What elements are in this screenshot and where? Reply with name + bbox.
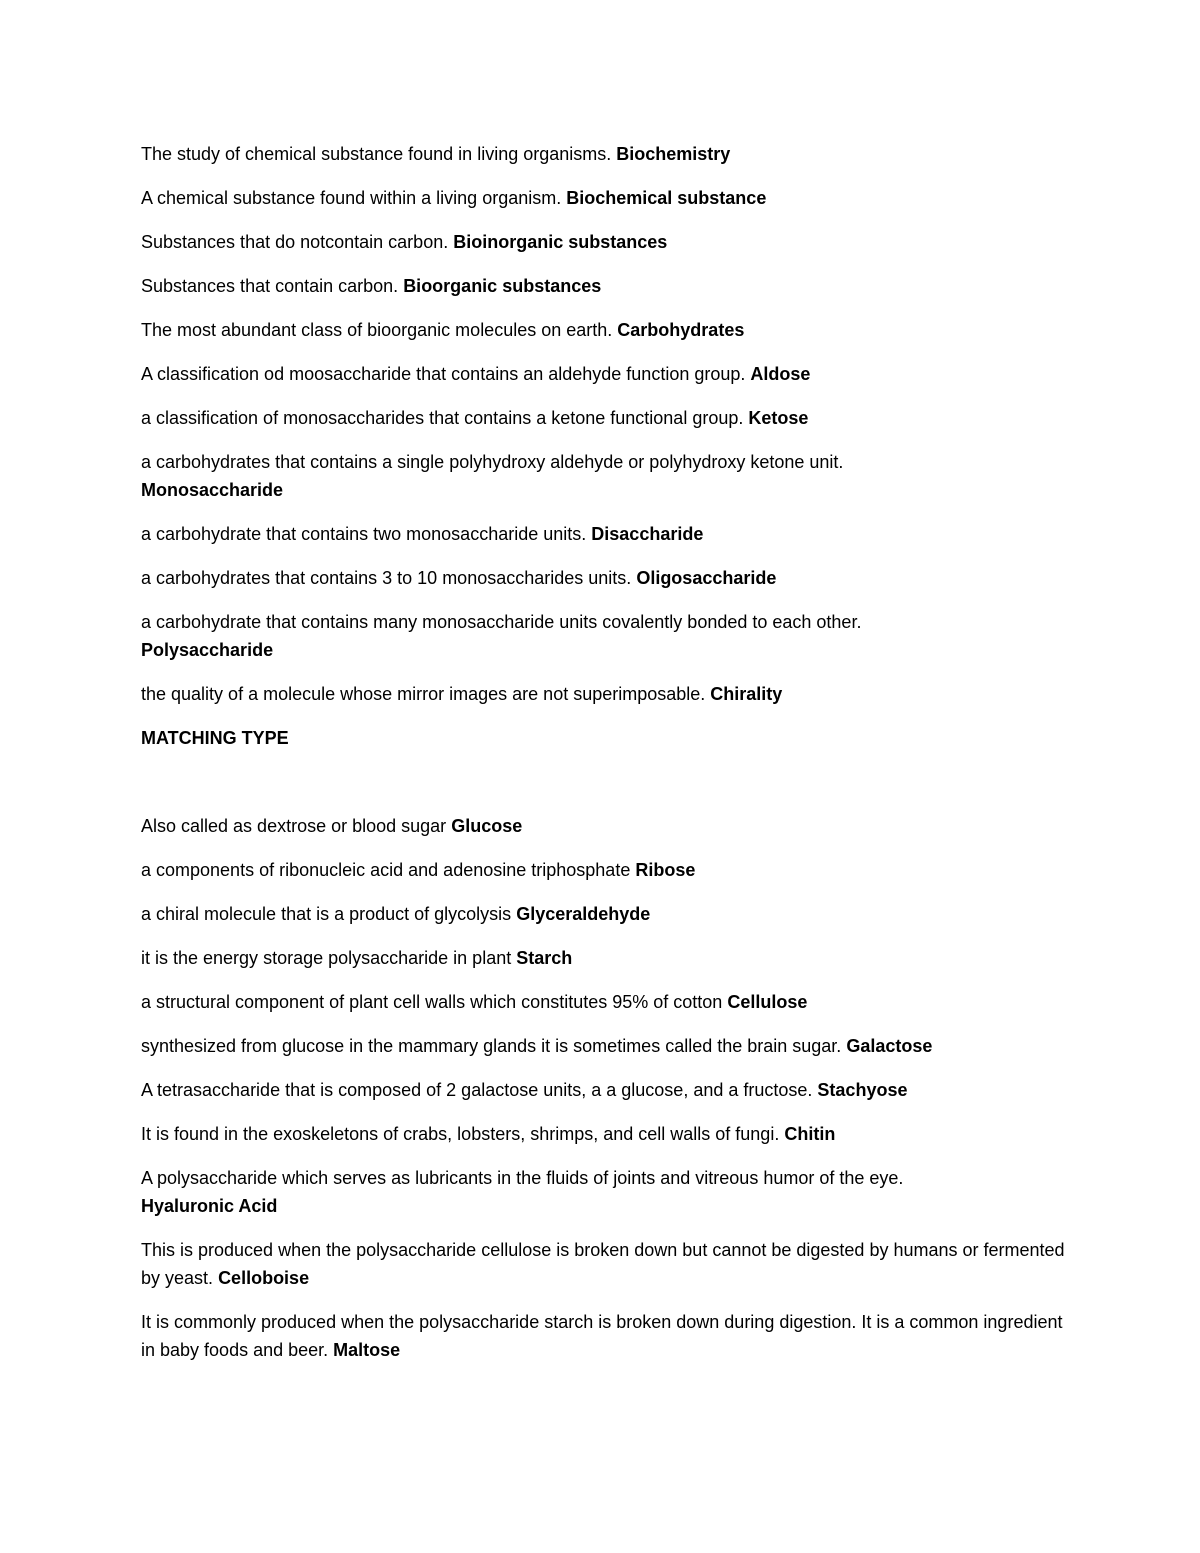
definition-text: a components of ribonucleic acid and adenosine triphosphate	[141, 860, 631, 880]
term-answer: Cellulose	[727, 992, 808, 1012]
definition-text: Substances that contain carbon.	[141, 276, 399, 296]
term-answer: Glyceraldehyde	[516, 904, 651, 924]
term-answer: Glucose	[451, 816, 523, 836]
matching-item	[141, 812, 1071, 840]
matching-item	[141, 1164, 1071, 1220]
section-heading: MATCHING TYPE	[141, 728, 289, 748]
definition-text: This is produced when the polysaccharide cellulose is broken down but cannot be digested by humans or fermented by yeast.	[141, 1240, 1065, 1288]
definition-text: The most abundant class of bioorganic molecules on earth.	[141, 320, 613, 340]
definition-text: The study of chemical substance found in living organisms.	[141, 144, 612, 164]
definition-item	[141, 520, 1071, 548]
matching-item	[141, 1308, 1071, 1364]
definition-item	[141, 184, 1071, 212]
term-answer: Maltose	[333, 1340, 401, 1360]
definition-item	[141, 680, 1071, 708]
matching-item	[141, 988, 1071, 1016]
matching-item	[141, 1032, 1071, 1060]
definition-text: the quality of a molecule whose mirror images are not superimposable.	[141, 684, 706, 704]
term-answer: Ribose	[635, 860, 696, 880]
matching-item	[141, 944, 1071, 972]
matching-item	[141, 1120, 1071, 1148]
term-answer: Hyaluronic Acid	[141, 1196, 278, 1216]
term-answer: Chitin	[784, 1124, 836, 1144]
matching-item	[141, 1076, 1071, 1104]
definition-text: Substances that do notcontain carbon.	[141, 232, 449, 252]
definition-item	[141, 448, 1071, 504]
matching-item	[141, 856, 1071, 884]
term-answer: Galactose	[846, 1036, 933, 1056]
definition-item	[141, 564, 1071, 592]
definition-item	[141, 228, 1071, 256]
term-answer: Chirality	[710, 684, 783, 704]
definition-text: A chemical substance found within a living organism.	[141, 188, 562, 208]
definition-text: a structural component of plant cell walls which constitutes 95% of cotton	[141, 992, 723, 1012]
definition-text: a classification of monosaccharides that contains a ketone functional group.	[141, 408, 744, 428]
term-answer: Starch	[516, 948, 573, 968]
definition-item	[141, 360, 1071, 388]
term-answer: Aldose	[750, 364, 811, 384]
term-answer: Ketose	[748, 408, 809, 428]
term-answer: Carbohydrates	[617, 320, 745, 340]
definition-item	[141, 404, 1071, 432]
definition-text: Also called as dextrose or blood sugar	[141, 816, 447, 836]
definition-text: synthesized from glucose in the mammary glands it is sometimes called the brain sugar.	[141, 1036, 842, 1056]
definition-item	[141, 608, 1071, 664]
term-answer: Bioinorganic substances	[453, 232, 668, 252]
definition-item	[141, 316, 1071, 344]
term-answer: Biochemistry	[616, 144, 731, 164]
definition-text: A classification od moosaccharide that contains an aldehyde function group.	[141, 364, 746, 384]
term-answer: Polysaccharide	[141, 640, 274, 660]
definition-text: It is found in the exoskeletons of crabs, lobsters, shrimps, and cell walls of fungi.	[141, 1124, 780, 1144]
term-answer: Monosaccharide	[141, 480, 284, 500]
term-answer: Oligosaccharide	[636, 568, 777, 588]
term-answer: Stachyose	[817, 1080, 908, 1100]
term-answer: Bioorganic substances	[403, 276, 602, 296]
term-answer: Biochemical substance	[566, 188, 767, 208]
definition-text: It is commonly produced when the polysaccharide starch is broken down during digestion. It is a common ingredient in baby foods and beer.	[141, 1312, 1063, 1360]
document-body	[141, 140, 1071, 1380]
definition-text: a carbohydrates that contains a single polyhydroxy aldehyde or polyhydroxy ketone unit.	[141, 452, 844, 472]
term-answer: Celloboise	[218, 1268, 310, 1288]
matching-item	[141, 900, 1071, 928]
definition-text: A polysaccharide which serves as lubricants in the fluids of joints and vitreous humor of the eye.	[141, 1168, 904, 1188]
definition-text: a carbohydrate that contains many monosaccharide units covalently bonded to each other.	[141, 612, 862, 632]
definition-text: A tetrasaccharide that is composed of 2 galactose units, a a glucose, and a fructose.	[141, 1080, 813, 1100]
definition-text: a carbohydrate that contains two monosaccharide units.	[141, 524, 587, 544]
definition-text: it is the energy storage polysaccharide in plant	[141, 948, 512, 968]
matching-item	[141, 1236, 1071, 1292]
term-answer: Disaccharide	[591, 524, 704, 544]
definition-text: a carbohydrates that contains 3 to 10 monosaccharides units.	[141, 568, 632, 588]
definition-text: a chiral molecule that is a product of glycolysis	[141, 904, 512, 924]
definition-item	[141, 272, 1071, 300]
definition-item	[141, 140, 1071, 168]
